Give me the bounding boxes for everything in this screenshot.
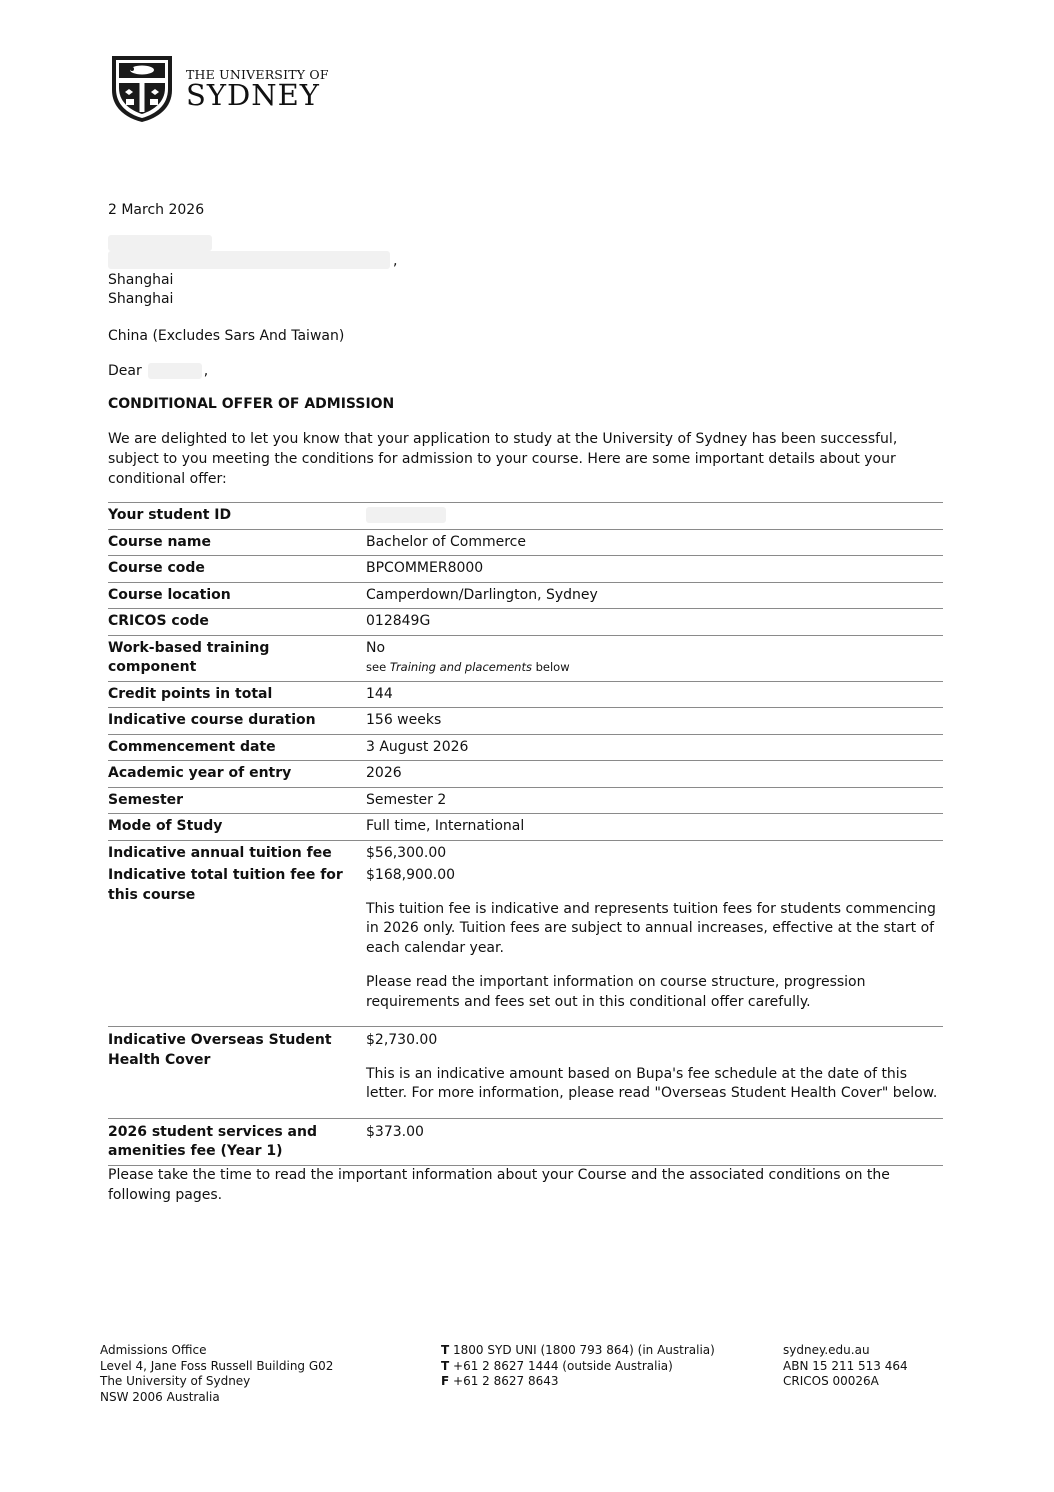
table-row bbox=[108, 1027, 943, 1119]
table-row bbox=[108, 708, 943, 735]
logo-wordmark bbox=[186, 66, 329, 112]
footer-address-line: The University of Sydney bbox=[100, 1374, 251, 1388]
row-value: Full time, International bbox=[366, 814, 943, 841]
redacted-student-id bbox=[366, 507, 446, 523]
table-row bbox=[108, 503, 943, 530]
table-row bbox=[108, 582, 943, 609]
row-value bbox=[366, 503, 943, 530]
redacted-salutation-name bbox=[148, 363, 202, 379]
offer-details-table bbox=[108, 502, 943, 1166]
redacted-name bbox=[108, 235, 212, 251]
row-label: Commencement date bbox=[108, 734, 366, 761]
footer-address bbox=[100, 1343, 333, 1405]
phone-number: +61 2 8627 1444 (outside Australia) bbox=[453, 1358, 673, 1373]
salutation-dear: Dear bbox=[108, 363, 142, 379]
table-row bbox=[108, 635, 943, 681]
oshc-note: This is an indicative amount based on Bupa's fee schedule at the date of this letter. For more information, please read "Overseas Student Health Cover" below. bbox=[366, 1065, 938, 1101]
footer-fax bbox=[441, 1374, 715, 1390]
row-label: Course location bbox=[108, 582, 366, 609]
offer-heading: CONDITIONAL OFFER OF ADMISSION bbox=[108, 396, 395, 412]
closing-paragraph: Please take the time to read the important information about your Course and the associated conditions on the following pages. bbox=[108, 1167, 890, 1203]
row-value bbox=[366, 863, 943, 1027]
row-value: 2026 bbox=[366, 761, 943, 788]
table-row bbox=[108, 863, 943, 1027]
row-value: $56,300.00 bbox=[366, 840, 943, 863]
table-row bbox=[108, 761, 943, 788]
fax-letter: F bbox=[441, 1374, 450, 1388]
address-country: China (Excludes Sars And Taiwan) bbox=[108, 328, 345, 344]
university-logo bbox=[108, 52, 329, 124]
wbt-note-italic: Training and placements bbox=[389, 660, 532, 674]
logo-big-text: SYDNEY bbox=[186, 77, 320, 112]
row-label: 2026 student services and amenities fee (Year 1) bbox=[108, 1118, 366, 1165]
letter-date: 2 March 2026 bbox=[108, 202, 205, 218]
footer-phone-1 bbox=[441, 1343, 715, 1359]
table-row bbox=[108, 1118, 943, 1165]
intro-paragraph: We are delighted to let you know that your application to study at the University of Sydney has been successful, subject to you meeting the conditions for admission to your course. Here are some important details about your conditional offer: bbox=[108, 431, 898, 487]
row-label: Your student ID bbox=[108, 503, 366, 530]
total-fee-value: $168,900.00 bbox=[366, 867, 456, 883]
row-label: Academic year of entry bbox=[108, 761, 366, 788]
salutation bbox=[108, 361, 208, 381]
row-value: Bachelor of Commerce bbox=[366, 529, 943, 556]
row-value bbox=[366, 1027, 943, 1119]
total-fee-note-1: This tuition fee is indicative and represents tuition fees for students commencing in 2026 only. Tuition fees are subject to annual increases, effective at the start of each calendar year. bbox=[366, 900, 936, 956]
table-row bbox=[108, 787, 943, 814]
footer-phone-2 bbox=[441, 1359, 715, 1375]
table-row bbox=[108, 840, 943, 863]
wbt-note-suffix: below bbox=[535, 660, 570, 674]
row-label: Course code bbox=[108, 556, 366, 583]
row-value: 012849G bbox=[366, 609, 943, 636]
fax-number: +61 2 8627 8643 bbox=[453, 1374, 559, 1388]
total-fee-note-2: Please read the important information on course structure, progression requirements and fees set out in this conditional offer carefully. bbox=[366, 974, 866, 1010]
recipient-address-line bbox=[108, 251, 397, 269]
phone-number: 1800 SYD UNI (1800 793 864) (in Australia) bbox=[453, 1343, 715, 1357]
salutation-comma: , bbox=[203, 363, 209, 379]
row-value bbox=[366, 635, 943, 681]
phone-letter: T bbox=[441, 1358, 450, 1373]
table-row bbox=[108, 556, 943, 583]
table-row bbox=[108, 609, 943, 636]
footer-website-link[interactable]: sydney.edu.au bbox=[783, 1343, 870, 1357]
row-value: 156 weeks bbox=[366, 708, 943, 735]
footer-address-line: Level 4, Jane Foss Russell Building G02 bbox=[100, 1358, 334, 1373]
address-city-1: Shanghai bbox=[108, 272, 174, 288]
table-row bbox=[108, 734, 943, 761]
row-value: 144 bbox=[366, 681, 943, 708]
wbt-note bbox=[366, 658, 943, 678]
row-value: $373.00 bbox=[366, 1118, 943, 1165]
row-label: Semester bbox=[108, 787, 366, 814]
row-value: BPCOMMER8000 bbox=[366, 556, 943, 583]
row-value: Camperdown/Darlington, Sydney bbox=[366, 582, 943, 609]
address-comma: , bbox=[393, 253, 398, 269]
logo-small-text: THE UNIVERSITY OF bbox=[186, 66, 329, 82]
university-crest-icon bbox=[108, 52, 176, 124]
footer-cricos: CRICOS 00026A bbox=[783, 1374, 879, 1388]
row-label: Indicative course duration bbox=[108, 708, 366, 735]
row-value: Semester 2 bbox=[366, 787, 943, 814]
footer-address-line: Admissions Office bbox=[100, 1343, 207, 1357]
row-value: 3 August 2026 bbox=[366, 734, 943, 761]
phone-letter: T bbox=[441, 1343, 450, 1357]
row-label: Credit points in total bbox=[108, 681, 366, 708]
footer-abn: ABN 15 211 513 464 bbox=[783, 1358, 908, 1373]
oshc-value: $2,730.00 bbox=[366, 1032, 438, 1048]
table-row bbox=[108, 529, 943, 556]
row-label: Course name bbox=[108, 529, 366, 556]
row-label: Indicative annual tuition fee bbox=[108, 840, 366, 863]
row-label: Work-based training component bbox=[108, 635, 366, 681]
row-label: Indicative Overseas Student Health Cover bbox=[108, 1027, 366, 1119]
wbt-note-prefix: see bbox=[366, 660, 387, 674]
address-city-2: Shanghai bbox=[108, 291, 174, 307]
row-label: CRICOS code bbox=[108, 609, 366, 636]
wbt-value: No bbox=[366, 639, 386, 656]
footer-web bbox=[783, 1343, 908, 1390]
footer-address-line: NSW 2006 Australia bbox=[100, 1389, 220, 1404]
row-label: Indicative total tuition fee for this course bbox=[108, 867, 343, 903]
table-row bbox=[108, 814, 943, 841]
footer-contact bbox=[441, 1343, 715, 1390]
table-row bbox=[108, 681, 943, 708]
row-label: Mode of Study bbox=[108, 814, 366, 841]
redacted-address bbox=[108, 251, 390, 269]
